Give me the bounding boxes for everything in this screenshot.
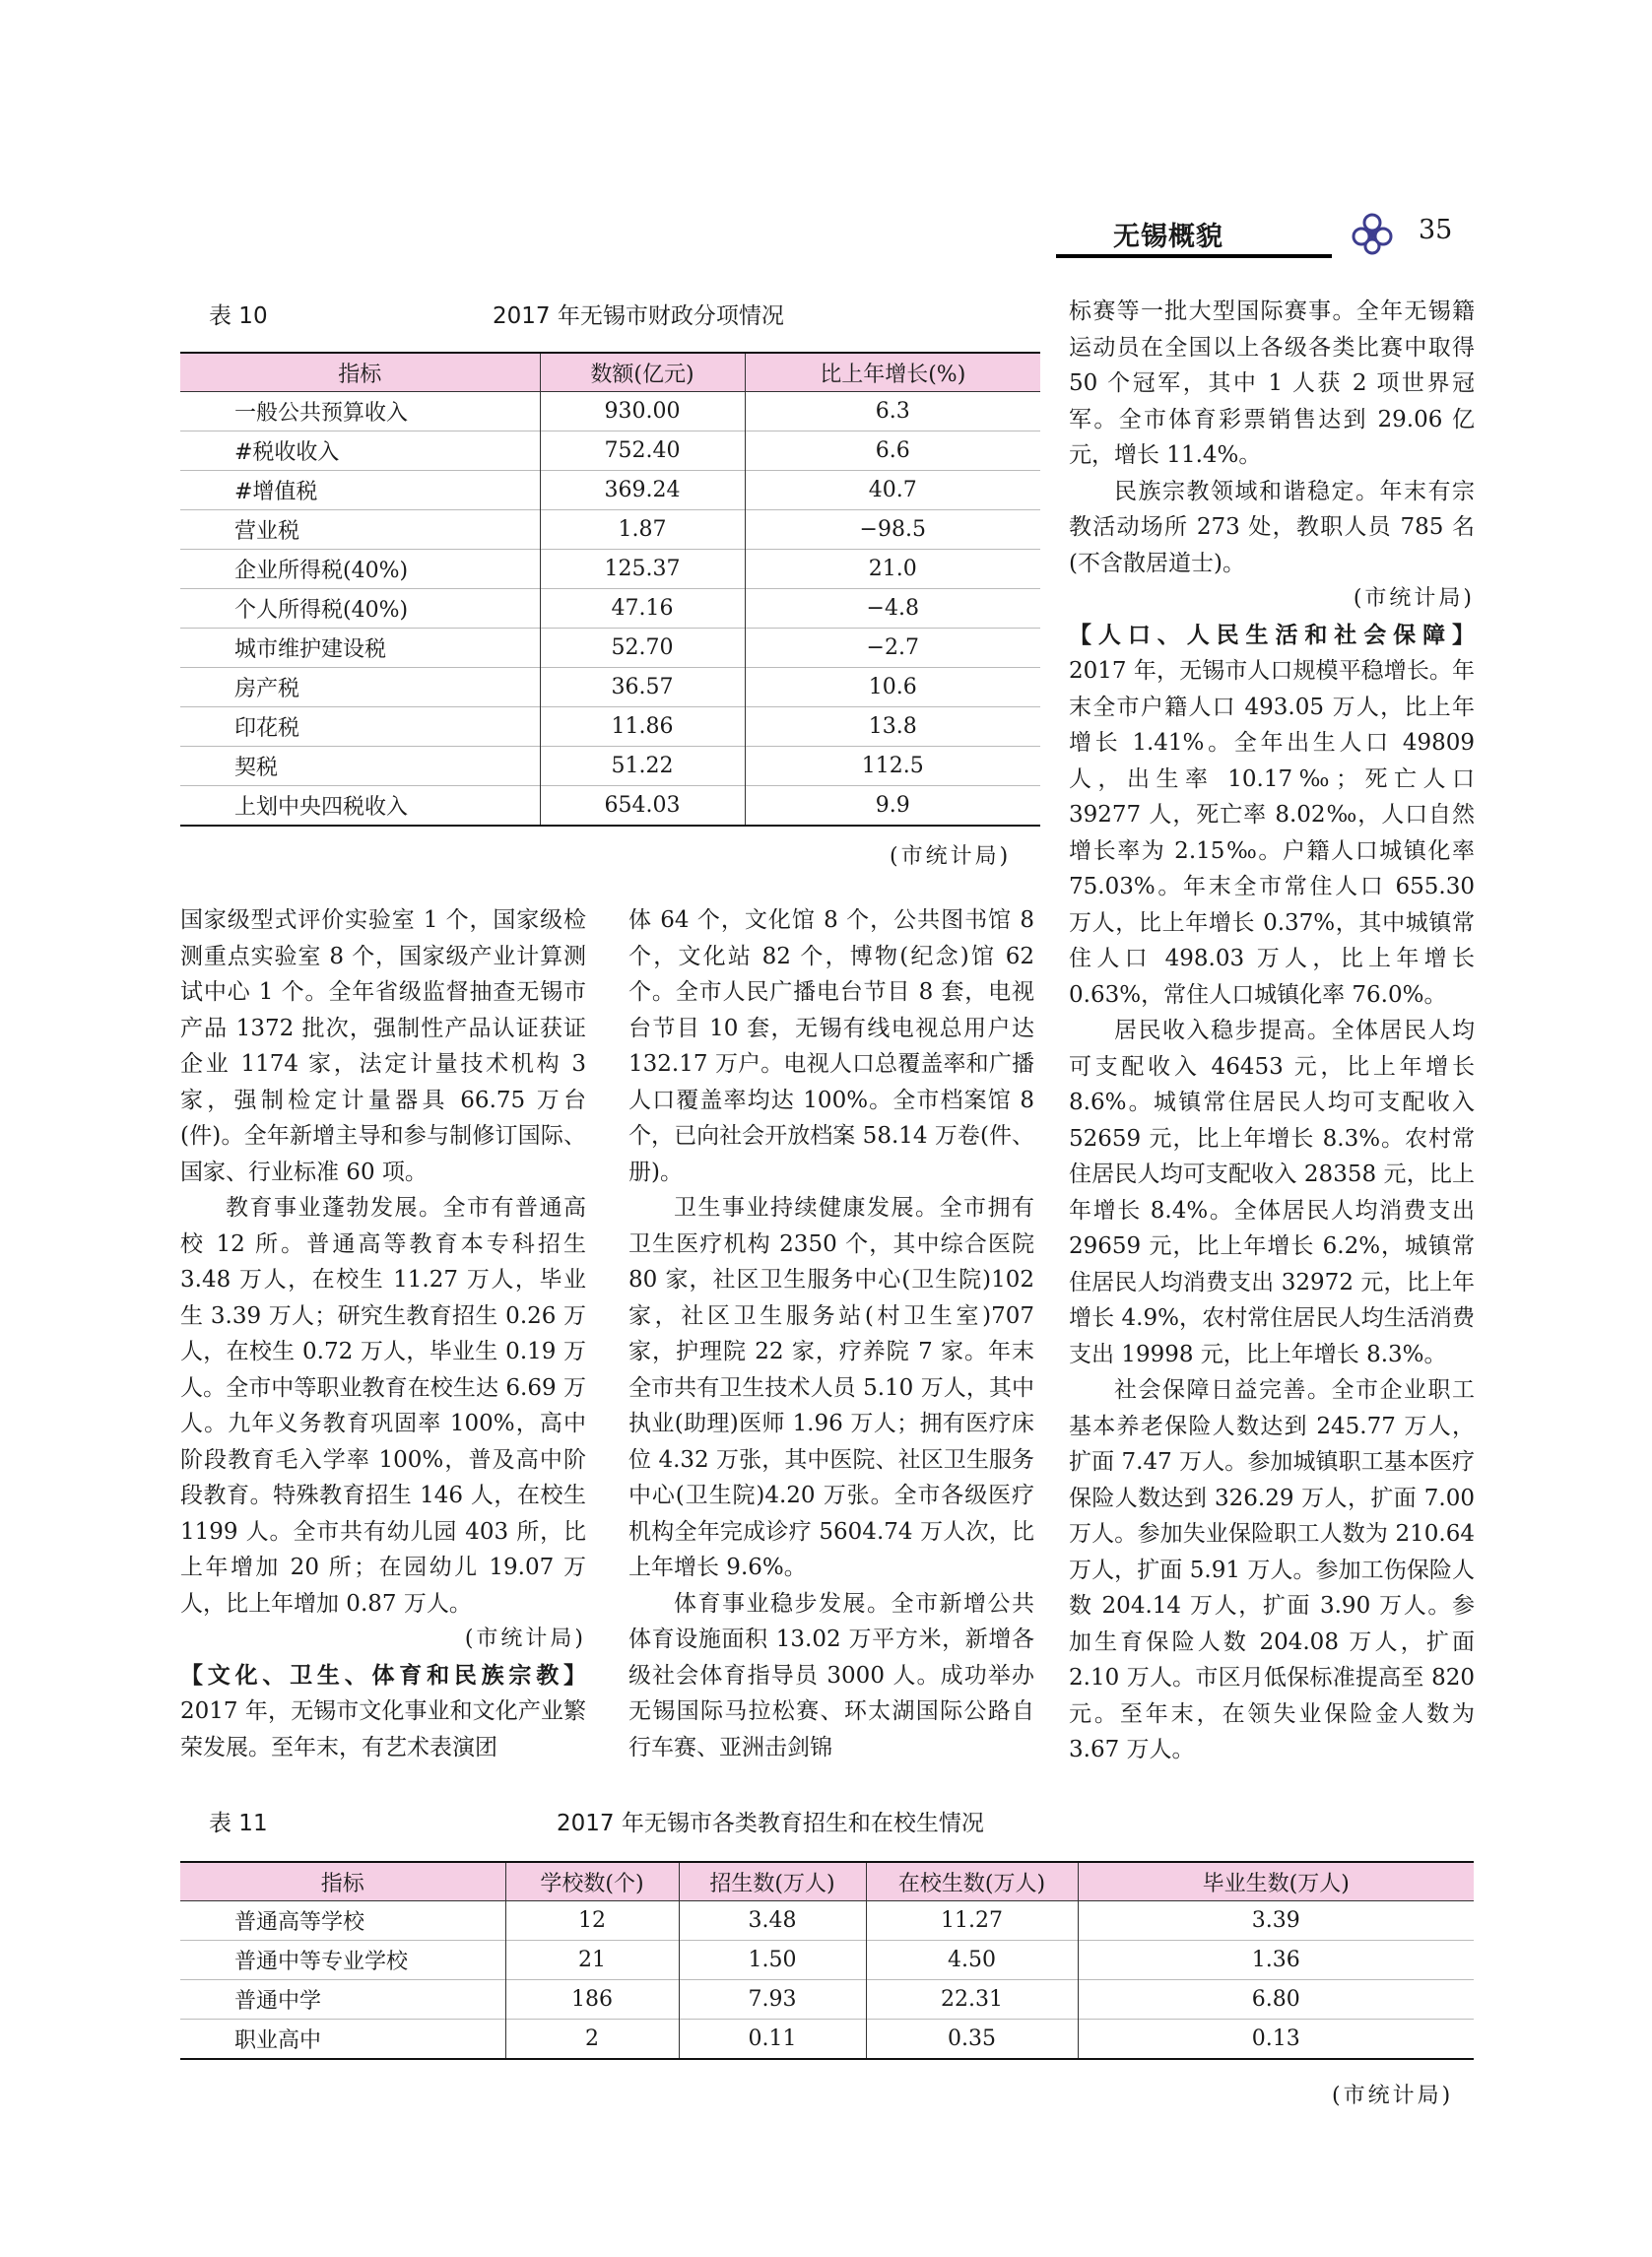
table-cell: 0.11 (679, 2020, 866, 2060)
table-cell: 0.35 (866, 2020, 1078, 2060)
table11-source: (市统计局) (1332, 2084, 1454, 2108)
section-title: 无锡概貌 (1113, 222, 1223, 252)
table-header-row (180, 1862, 1474, 1901)
table-cell: 369.24 (540, 471, 745, 510)
row-label: 职业高中 (234, 2028, 322, 2053)
row-label: 一般公共预算收入 (234, 401, 409, 426)
paragraph: 居民收入稳步提高。全体居民人均可支配收入 46453 元，比上年增长 8.6%。城镇常住居民人均可支配收入 52659 元，比上年增长 8.3%。农村常住居民人均可支配收入 28358 元，比上年增长 8.4%。全体居民人均消费支出 29659 元，比上年增长 6.2%，城镇常住居民人均消费支出 32972 元，比上年增长 4.9%，农村常住居民人均生活消费支出 19998 元，比上年增长 8.3%。 (1069, 1018, 1475, 1367)
table-row (180, 1901, 1474, 1941)
row-label: 契税 (234, 756, 279, 780)
row-label: 企业所得税(40%) (234, 559, 409, 583)
table-cell: 4.50 (866, 1941, 1078, 1980)
paragraph: 卫生事业持续健康发展。全市拥有卫生医疗机构 2350 个，其中综合医院 80 家，社区卫生服务中心(卫生院)102 家，社区卫生服务站(村卫生室)707 家，护理院 22 家，疗养院 7 家。年末全市共有卫生技术人员 5.10 万人，其中执业(助理)医师 1.96 万人；拥有医疗床位 4.32 万张，其中医院、社区卫生服务中心(卫生院)4.20 万张。全市各级医疗机构全年完成诊疗 5604.74 万人次，比上年增长 9.6%。 (628, 1195, 1034, 1580)
table-row (180, 2020, 1474, 2060)
table-row (180, 1941, 1474, 1980)
table-row (180, 510, 1040, 550)
column-header: 在校生数(万人) (866, 1862, 1078, 1901)
table-cell: 6.6 (745, 431, 1040, 471)
table-cell: −2.7 (745, 629, 1040, 668)
paragraph: 2017 年，无锡市文化事业和文化产业繁荣发展。至年末，有艺术表演团 (180, 1698, 586, 1760)
table-cell: 186 (505, 1980, 679, 2020)
city-emblem-icon (1348, 209, 1397, 258)
header-rule (1056, 254, 1332, 258)
table-header-row (180, 353, 1040, 392)
paragraph: 2017 年，无锡市人口规模平稳增长。年末全市户籍人口 493.05 万人，比上年增长 1.41%。全年出生人口 49809 人，出生率 10.17‰；死亡人口 39277 人，死亡率 8.02‰，人口自然增长率为 2.15‰。户籍人口城镇化率 75.03%。年末全市常住人口 655.30 万人，比上年增长 0.37%，其中城镇常住人口 498.03 万人，比上年增长 0.63%，常住人口城镇化率 76.0%。 (1069, 658, 1475, 1008)
table-cell: 9.9 (745, 786, 1040, 827)
row-label: 城市维护建设税 (234, 637, 387, 662)
table-cell: 11.86 (540, 707, 745, 747)
table10-title: 2017 年无锡市财政分项情况 (493, 303, 784, 329)
table11-title: 2017 年无锡市各类教育招生和在校生情况 (557, 1811, 984, 1836)
table-cell: 6.80 (1078, 1980, 1474, 2020)
table-cell: 13.8 (745, 707, 1040, 747)
source-note: (市统计局) (1353, 586, 1475, 611)
row-label: 营业税 (234, 519, 300, 544)
section-heading: 【文化、卫生、体育和民族宗教】 (180, 1662, 586, 1689)
table-row (180, 550, 1040, 589)
table11 (180, 1861, 1474, 2060)
row-label: 印花税 (234, 716, 300, 741)
paragraph: 体育事业稳步发展。全市新增公共体育设施面积 13.02 万平方米，新增各级社会体育指导员 3000 人。成功举办无锡国际马拉松赛、环太湖国际公路自行车赛、亚洲击剑锦 (628, 1590, 1034, 1760)
table-row (180, 707, 1040, 747)
table10-source: (市统计局) (890, 844, 1012, 869)
table-cell: 6.3 (745, 392, 1040, 431)
table-row (180, 1980, 1474, 2020)
table-cell: 1.50 (679, 1941, 866, 1980)
table-cell: −4.8 (745, 589, 1040, 629)
table-cell: 752.40 (540, 431, 745, 471)
row-label: 个人所得税(40%) (234, 598, 409, 623)
table-row (180, 668, 1040, 707)
table-cell: 40.7 (745, 471, 1040, 510)
table-cell: 10.6 (745, 668, 1040, 707)
table10 (180, 352, 1040, 827)
section-heading: 【人口、人民生活和社会保障】 (1069, 622, 1475, 648)
column-header: 指标 (180, 1862, 505, 1901)
table-cell: 3.48 (679, 1901, 866, 1941)
table-cell: 51.22 (540, 747, 745, 786)
column-header: 数额(亿元) (540, 353, 745, 392)
table-cell: 1.36 (1078, 1941, 1474, 1980)
table-cell: 125.37 (540, 550, 745, 589)
row-label: 普通高等学校 (234, 1910, 365, 1935)
page-number: 35 (1419, 215, 1453, 245)
table-cell: 12 (505, 1901, 679, 1941)
column-header: 招生数(万人) (679, 1862, 866, 1901)
source-note: (市统计局) (464, 1626, 586, 1651)
row-label: #增值税 (234, 480, 318, 504)
table-cell: 1.87 (540, 510, 745, 550)
column-header: 学校数(个) (505, 1862, 679, 1901)
table-row (180, 471, 1040, 510)
row-label: 普通中学 (234, 1989, 322, 2014)
table-cell: 112.5 (745, 747, 1040, 786)
text-column-2 (628, 902, 1034, 1765)
table-cell: 47.16 (540, 589, 745, 629)
paragraph: 民族宗教领域和谐稳定。年末有宗教活动场所 273 处，教职人员 785 名(不含散居道士)。 (1069, 478, 1475, 576)
row-label: #税收收入 (234, 440, 340, 465)
text-column-1 (180, 902, 586, 1765)
paragraph: 社会保障日益完善。全市企业职工基本养老保险人数达到 245.77 万人，扩面 7.47 万人。参加城镇职工基本医疗保险人数达到 326.29 万人，扩面 7.00 万人。参加失业保险职工人数为 210.64 万人，扩面 5.91 万人。参加工伤保险人数 204.14 万人，扩面 3.90 万人。参加生育保险人数 204.08 万人，扩面 2.10 万人。市区月低保标准提高至 820 元。至年末，在领失业保险金人数为 3.67 万人。 (1069, 1377, 1475, 1762)
table-cell: 21 (505, 1941, 679, 1980)
table-cell: 2 (505, 2020, 679, 2060)
paragraph: 体 64 个，文化馆 8 个，公共图书馆 8 个，文化站 82 个，博物(纪念)馆 62 个。全市人民广播电台节目 8 套，电视台节目 10 套，无锡有线电视总用户达 132.17 万户。电视人口总覆盖率和广播人口覆盖率均达 100%。全市档案馆 8 个，已向社会开放档案 58.14 万卷(件、册)。 (628, 907, 1034, 1185)
table-cell: 930.00 (540, 392, 745, 431)
table-cell: 3.39 (1078, 1901, 1474, 1941)
table-cell: −98.5 (745, 510, 1040, 550)
table-cell: 21.0 (745, 550, 1040, 589)
table-row (180, 786, 1040, 827)
table-cell: 0.13 (1078, 2020, 1474, 2060)
row-label: 上划中央四税收入 (234, 795, 409, 820)
column-header: 比上年增长(%) (745, 353, 1040, 392)
table-row (180, 392, 1040, 431)
table-cell: 36.57 (540, 668, 745, 707)
table10-label: 表 10 (209, 303, 268, 329)
table-cell: 52.70 (540, 629, 745, 668)
table-cell: 22.31 (866, 1980, 1078, 2020)
row-label: 普通中等专业学校 (234, 1950, 409, 1974)
table-row (180, 431, 1040, 471)
paragraph: 教育事业蓬勃发展。全市有普通高校 12 所。普通高等教育本专科招生 3.48 万人，在校生 11.27 万人，毕业生 3.39 万人；研究生教育招生 0.26 万人，在校生 0.72 万人，毕业生 0.19 万人。全市中等职业教育在校生达 6.69 万人。九年义务教育巩固率 100%，高中阶段教育毛入学率 100%，普及高中阶段教育。特殊教育招生 146 人，在校生 1199 人。全市共有幼儿园 403 所，比上年增加 20 所；在园幼儿 19.07 万人，比上年增加 0.87 万人。 (180, 1195, 586, 1617)
table11-label: 表 11 (209, 1811, 268, 1836)
text-column-3 (1069, 294, 1475, 1768)
table-cell: 7.93 (679, 1980, 866, 2020)
table-cell: 11.27 (866, 1901, 1078, 1941)
column-header: 指标 (180, 353, 540, 392)
paragraph: 国家级型式评价实验室 1 个，国家级检测重点实验室 8 个，国家级产业计算测试中心 1 个。全年省级监督抽查无锡市产品 1372 批次，强制性产品认证获证企业 1174 家，法定计量技术机构 3 家，强制检定计量器具 66.75 万台(件)。全年新增主导和参与制修订国际、国家、行业标准 60 项。 (180, 907, 586, 1185)
row-label: 房产税 (234, 677, 300, 701)
table-row (180, 589, 1040, 629)
column-header: 毕业生数(万人) (1078, 1862, 1474, 1901)
paragraph: 标赛等一批大型国际赛事。全年无锡籍运动员在全国以上各级各类比赛中取得 50 个冠军，其中 1 人获 2 项世界冠军。全市体育彩票销售达到 29.06 亿元，增长 11.4%。 (1069, 299, 1475, 468)
table-cell: 654.03 (540, 786, 745, 827)
table-row (180, 747, 1040, 786)
table-row (180, 629, 1040, 668)
